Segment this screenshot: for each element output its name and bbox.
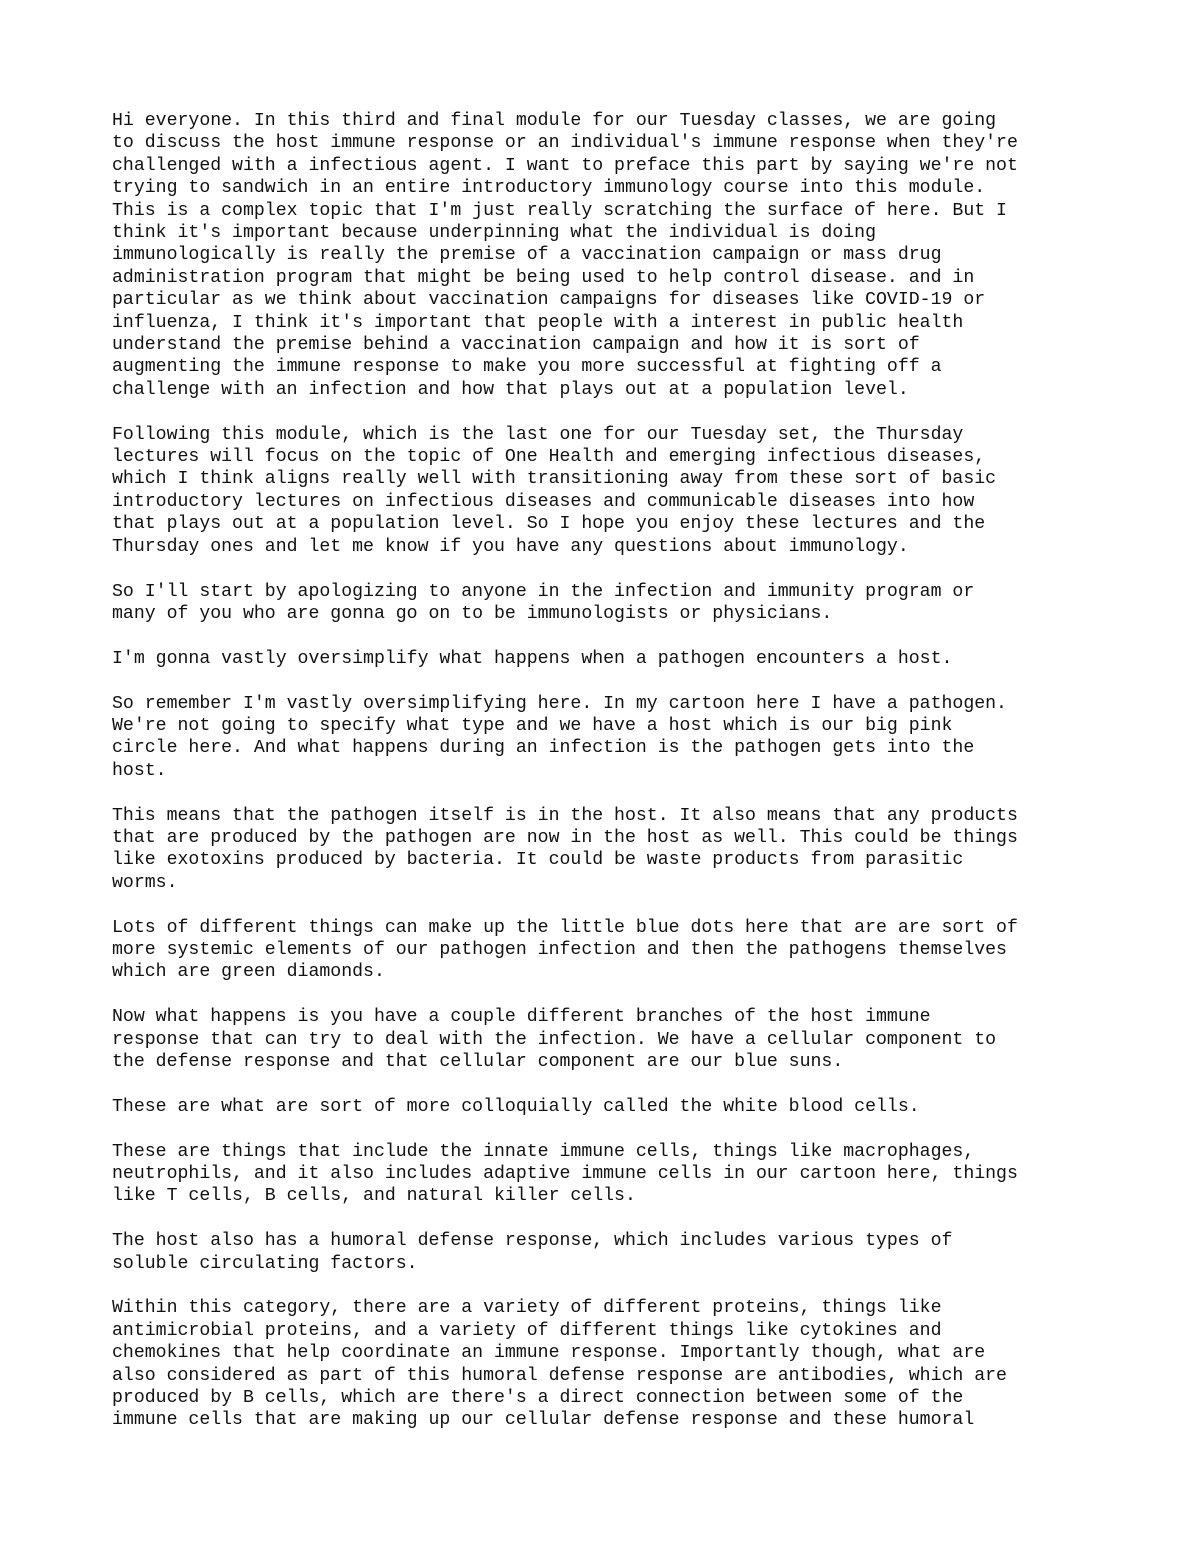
text-line: particular as we think about vaccination campaigns for diseases like COVID-19 or xyxy=(112,290,986,311)
text-line: Within this category, there are a variety of different proteins, things like xyxy=(112,1298,942,1319)
text-line: response that can try to deal with the infection. We have a cellular component to xyxy=(112,1029,997,1050)
text-line: trying to sandwich in an entire introductory immunology course into this module. xyxy=(112,178,986,199)
text-line: influenza, I think it's important that people with a interest in public health xyxy=(112,312,964,333)
text-line: think it's important because underpinning what the individual is doing xyxy=(112,223,876,244)
text-line: many of you who are gonna go on to be immunologists or physicians. xyxy=(112,603,833,624)
text-line: host. xyxy=(112,760,167,781)
text-line: lectures will focus on the topic of One Health and emerging infectious diseases, xyxy=(112,447,986,468)
paragraph xyxy=(112,424,1102,558)
paragraph xyxy=(112,1006,1102,1073)
text-line: introductory lectures on infectious diseases and communicable diseases into how xyxy=(112,491,975,512)
text-line: Thursday ones and let me know if you have any questions about immunology. xyxy=(112,536,909,557)
text-line: challenged with a infectious agent. I want to preface this part by saying we're not xyxy=(112,155,1018,176)
text-line: that plays out at a population level. So I hope you enjoy these lectures and the xyxy=(112,514,986,535)
paragraph xyxy=(112,1297,1102,1431)
paragraph xyxy=(112,648,1102,670)
text-line: I'm gonna vastly oversimplify what happens when a pathogen encounters a host. xyxy=(112,648,953,669)
text-line: antimicrobial proteins, and a variety of different things like cytokines and xyxy=(112,1320,942,1341)
text-line: worms. xyxy=(112,872,178,893)
document-body xyxy=(112,110,1102,1454)
paragraph xyxy=(112,1230,1102,1275)
text-line: understand the premise behind a vaccination campaign and how it is sort of xyxy=(112,335,920,356)
text-line: also considered as part of this humoral defense response are antibodies, which are xyxy=(112,1365,1007,1386)
paragraph xyxy=(112,1141,1102,1208)
text-line: to discuss the host immune response or an individual's immune response when they're xyxy=(112,133,1018,154)
text-line: like exotoxins produced by bacteria. It could be waste products from parasitic xyxy=(112,850,964,871)
text-line: soluble circulating factors. xyxy=(112,1253,418,1274)
text-line: that are produced by the pathogen are now in the host as well. This could be things xyxy=(112,827,1018,848)
text-line: The host also has a humoral defense response, which includes various types of xyxy=(112,1231,953,1252)
text-line: These are what are sort of more colloquially called the white blood cells. xyxy=(112,1096,920,1117)
paragraph xyxy=(112,1096,1102,1118)
text-line: These are things that include the innate immune cells, things like macrophages, xyxy=(112,1141,975,1162)
text-line: neutrophils, and it also includes adaptive immune cells in our cartoon here, things xyxy=(112,1163,1018,1184)
paragraph xyxy=(112,110,1102,401)
paragraph xyxy=(112,581,1102,626)
paragraph xyxy=(112,693,1102,783)
text-line: We're not going to specify what type and we have a host which is our big pink xyxy=(112,715,953,736)
text-line: immune cells that are making up our cellular defense response and these humoral xyxy=(112,1410,975,1431)
paragraph xyxy=(112,917,1102,984)
text-line: Lots of different things can make up the little blue dots here that are are sort of xyxy=(112,917,1018,938)
text-line: So remember I'm vastly oversimplifying here. In my cartoon here I have a pathogen. xyxy=(112,693,1007,714)
text-line: produced by B cells, which are there's a direct connection between some of the xyxy=(112,1387,964,1408)
paragraph xyxy=(112,805,1102,895)
text-line: which are green diamonds. xyxy=(112,962,385,983)
text-line: the defense response and that cellular component are our blue suns. xyxy=(112,1051,844,1072)
text-line: which I think aligns really well with transitioning away from these sort of basic xyxy=(112,469,997,490)
text-line: like T cells, B cells, and natural killer cells. xyxy=(112,1186,636,1207)
text-line: Hi everyone. In this third and final module for our Tuesday classes, we are going xyxy=(112,111,997,131)
text-line: administration program that might be being used to help control disease. and in xyxy=(112,267,975,288)
text-line: This is a complex topic that I'm just really scratching the surface of here. But I xyxy=(112,200,1007,221)
text-line: This means that the pathogen itself is in the host. It also means that any products xyxy=(112,805,1018,826)
text-line: circle here. And what happens during an infection is the pathogen gets into the xyxy=(112,738,975,759)
text-line: more systemic elements of our pathogen infection and then the pathogens themselves xyxy=(112,939,1007,960)
text-line: Following this module, which is the last one for our Tuesday set, the Thursday xyxy=(112,424,964,445)
text-line: immunologically is really the premise of a vaccination campaign or mass drug xyxy=(112,245,942,266)
text-line: Now what happens is you have a couple different branches of the host immune xyxy=(112,1007,931,1028)
text-line: challenge with an infection and how that plays out at a population level. xyxy=(112,379,909,400)
text-line: So I'll start by apologizing to anyone in the infection and immunity program or xyxy=(112,581,975,602)
text-line: chemokines that help coordinate an immune response. Importantly though, what are xyxy=(112,1343,986,1364)
text-line: augmenting the immune response to make you more successful at fighting off a xyxy=(112,357,942,378)
